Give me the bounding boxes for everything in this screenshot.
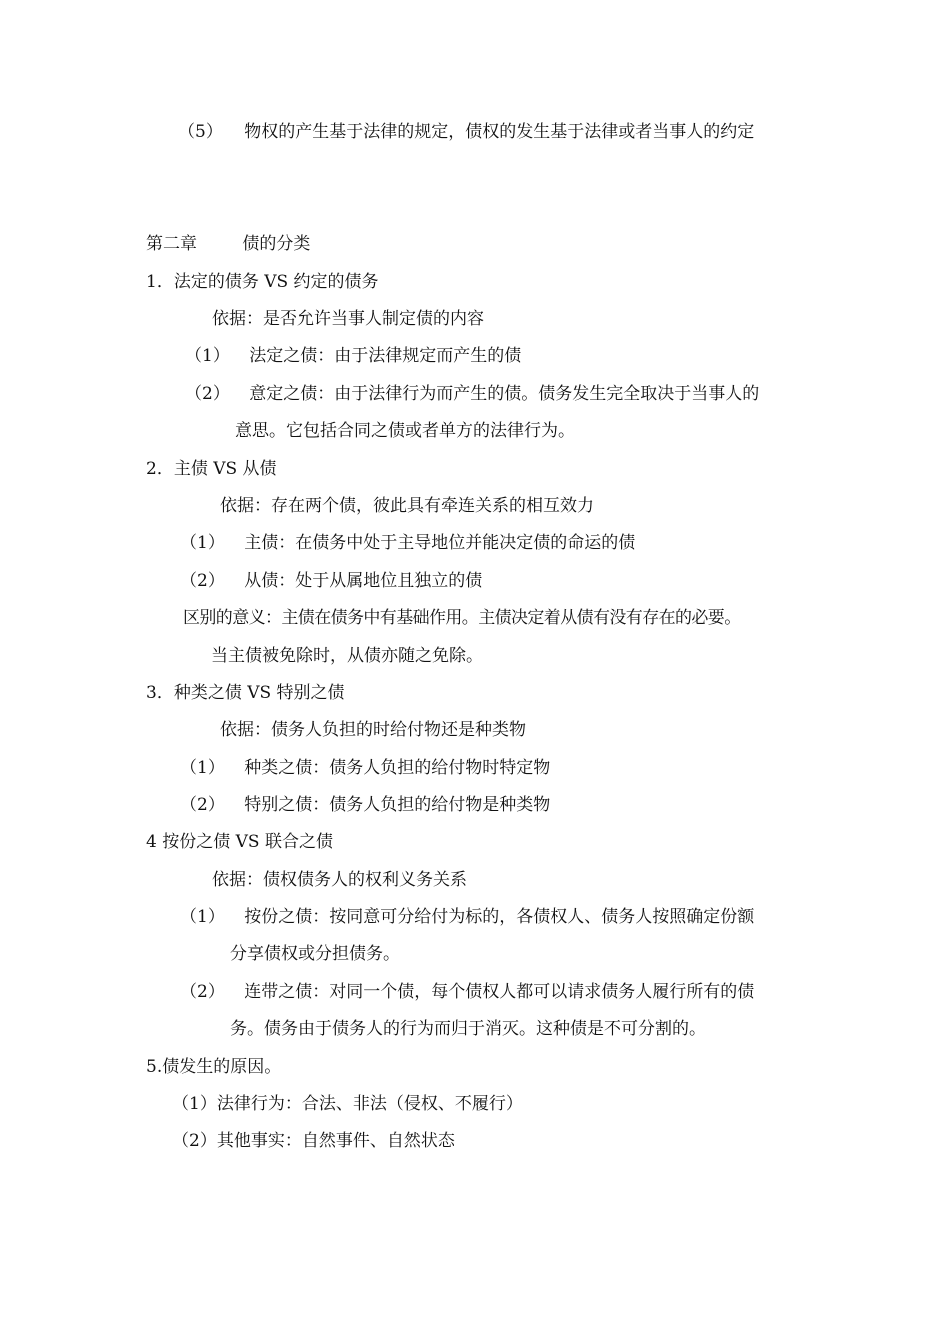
basis-text: 依据：债务人负担的时给付物还是种类物 [220, 720, 526, 740]
item-continuation: 务。债务由于债务人的行为而归于消灭。这种债是不可分割的。 [230, 1019, 706, 1039]
item-text: 主债：在债务中处于主导地位并能决定债的命运的债 [244, 533, 636, 553]
chapter-label: 第二章 [146, 234, 197, 254]
significance-text: 区别的意义：主债在债务中有基础作用。主债决定着从债有没有存在的必要。 [183, 608, 741, 628]
item-number: （2） [180, 795, 225, 815]
item-continuation: 意思。它包括合同之债或者单方的法律行为。 [235, 421, 575, 441]
item-text: 种类之债：债务人负担的给付物时特定物 [244, 758, 551, 778]
list-item [180, 794, 550, 816]
significance-continuation: 当主债被免除时，从债亦随之免除。 [211, 646, 483, 666]
item-text: 法定之债：由于法律规定而产生的债 [249, 346, 522, 366]
item-number: （1） [180, 907, 225, 927]
basis-text: 依据：债权债务人的权利义务关系 [212, 870, 467, 890]
list-item: （2）其他事实：自然事件、自然状态 [172, 1131, 455, 1151]
section-heading: 4 按份之债 VS 联合之债 [146, 832, 333, 852]
section-heading: 3．种类之债 VS 特别之债 [146, 683, 345, 703]
chapter-heading [146, 233, 310, 255]
item-continuation: 分享债权或分担债务。 [230, 944, 400, 964]
basis-text: 依据：是否允许当事人制定债的内容 [212, 309, 484, 329]
item-text: 从债：处于从属地位且独立的债 [244, 571, 483, 591]
chapter-title: 债的分类 [242, 234, 311, 254]
list-item: （1）法律行为：合法、非法（侵权、不履行） [172, 1094, 523, 1114]
item-text: 按份之债：按同意可分给付为标的，各债权人、债务人按照确定份额 [244, 907, 755, 927]
item-number: （1） [180, 533, 225, 553]
item-number: （1） [180, 758, 225, 778]
item-text: 特别之债：债务人负担的给付物是种类物 [244, 795, 551, 815]
item-text: 连带之债：对同一个债，每个债权人都可以请求债务人履行所有的债 [244, 982, 755, 1002]
list-item [180, 570, 482, 592]
section-heading: 2．主债 VS 从债 [146, 459, 277, 479]
item-text: 意定之债：由于法律行为而产生的债。债务发生完全取决于当事人的 [249, 384, 760, 404]
item-number: （2） [180, 982, 225, 1002]
list-item [180, 906, 754, 928]
item-number: （1） [185, 346, 230, 366]
section-heading: 5.债发生的原因。 [146, 1057, 282, 1077]
item-number: （2） [185, 384, 230, 404]
list-item [178, 121, 754, 143]
basis-text: 依据：存在两个债，彼此具有牵连关系的相互效力 [220, 496, 594, 516]
list-item [180, 981, 754, 1003]
list-item [185, 345, 521, 367]
item-text: 物权的产生基于法律的规定，债权的发生基于法律或者当事人的约定 [244, 122, 755, 142]
item-number: （2） [180, 571, 225, 591]
list-item [180, 532, 635, 554]
item-number: （5） [178, 122, 223, 142]
list-item [180, 757, 550, 779]
section-heading: 1．法定的债务 VS 约定的债务 [146, 272, 379, 292]
list-item [185, 383, 759, 405]
